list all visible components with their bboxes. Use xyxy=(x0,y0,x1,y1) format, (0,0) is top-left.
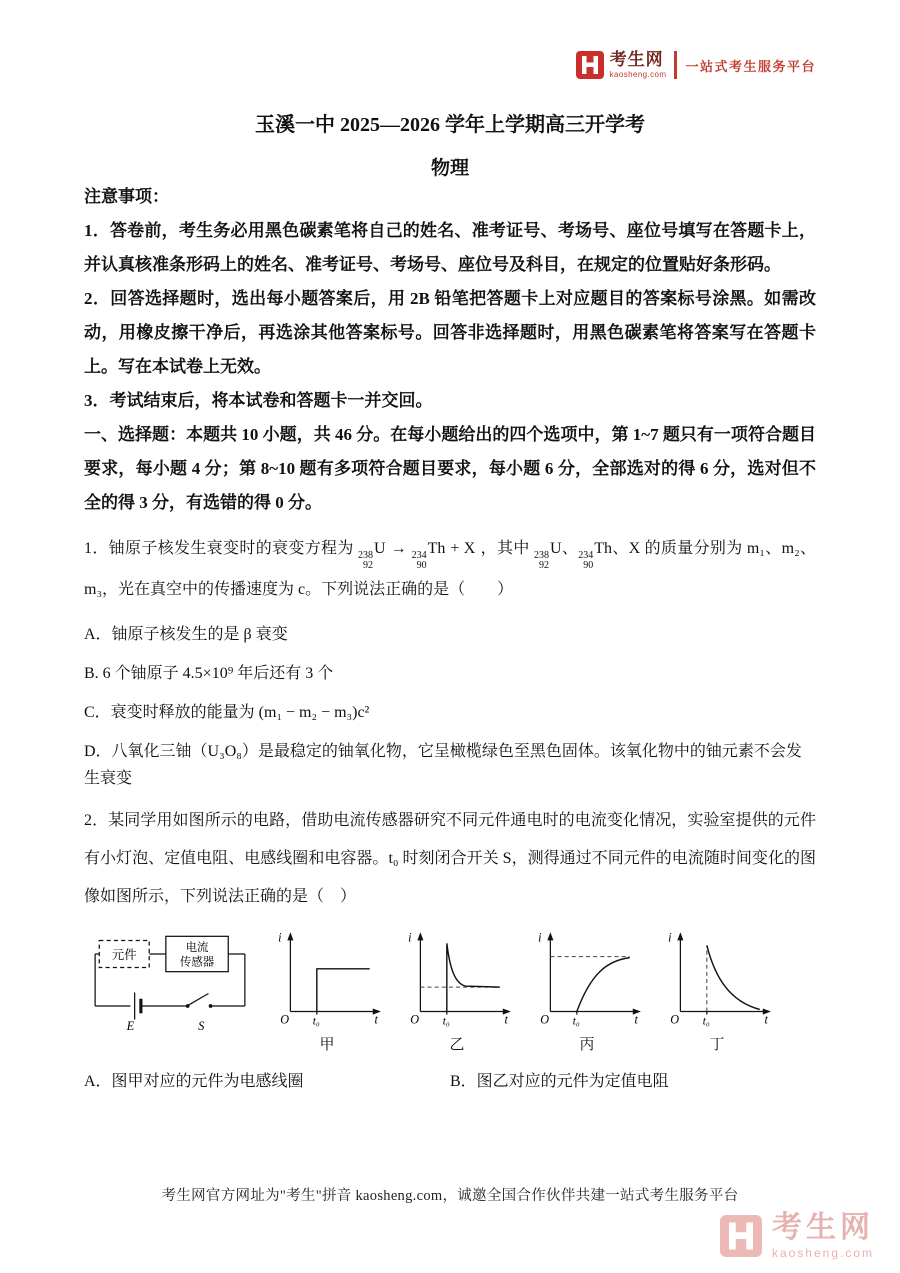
axes xyxy=(550,937,635,1014)
u-mass-number: 238 xyxy=(534,550,549,561)
brand-name: 考生网 xyxy=(609,50,664,69)
q2-option-a: A．图甲对应的元件为电感线圈 xyxy=(84,1073,304,1090)
brand-name-block xyxy=(610,51,667,79)
graph-jia-caption: 甲 xyxy=(319,1037,335,1053)
circuit-svg xyxy=(84,928,256,1032)
th-symbol: Th xyxy=(594,540,613,557)
q1-tail: 、X 的质量分别为 m₁、m₂、m₃，光在真空中的传播速度为 c。下列说法正确的是（ ） xyxy=(84,540,816,598)
y-axis-label: i xyxy=(278,930,282,945)
sensor-label-line2: 传感器 xyxy=(179,956,215,969)
battery-symbol xyxy=(135,992,141,1019)
component-label: 元件 xyxy=(111,948,137,963)
q2-options-row xyxy=(84,1068,816,1091)
axes xyxy=(420,937,505,1014)
t0-label: t₀ xyxy=(312,1015,320,1028)
t0-label: t₀ xyxy=(442,1015,450,1028)
battery-label: E xyxy=(126,1018,135,1032)
question-1 xyxy=(84,530,816,609)
y-axis-label: i xyxy=(408,930,412,945)
notice-heading: 注意事项： xyxy=(84,187,169,206)
t0-label: t₀ xyxy=(702,1015,710,1028)
graph-jia-svg xyxy=(268,928,386,1032)
nuclide-th234-again xyxy=(578,540,613,571)
watermark-text-block xyxy=(772,1213,874,1259)
y-axis-label: i xyxy=(538,930,542,945)
watermark-brand-domain: kaosheng.com xyxy=(771,1246,874,1260)
q1-option-b: B. 6 个铀原子 4.5×10⁹ 年后还有 3 个 xyxy=(84,665,334,682)
nuclide-u238-again xyxy=(534,540,562,571)
exam-subject: 物理 xyxy=(430,158,469,179)
switch-label: S xyxy=(198,1018,205,1032)
x-axis-label: t xyxy=(634,1012,638,1027)
plus-x: + X xyxy=(450,540,476,557)
x-axis-label: t xyxy=(764,1012,768,1027)
y-arrow xyxy=(547,932,553,940)
q1-option-c: C．衰变时释放的能量为 (m₁ − m₂ − m₃)c² xyxy=(84,704,370,721)
graph-ding-caption: 丁 xyxy=(709,1037,725,1053)
y-arrow xyxy=(417,932,423,940)
section-heading: 一、选择题：本题共 10 小题，共 46 分。在每小题给出的四个选项中，第 1~7 题只有一项符合题目要求，每小题 4 分；第 8~10 题有多项符合题目要求，每小题 6 分，全部选对的得 6 分，选对但不全的得 3 分，有选错的得 0 分。 xyxy=(84,425,816,512)
graph-ding xyxy=(658,928,776,1054)
brand-watermark xyxy=(720,1213,874,1259)
question-2-figures xyxy=(84,928,816,1054)
kaosheng-watermark-icon xyxy=(720,1215,762,1257)
curve-spike-settle xyxy=(447,943,500,1011)
decay-arrow: → xyxy=(390,540,407,557)
q1-lead: 1．铀原子核发生衰变时的衰变方程为 xyxy=(84,540,359,557)
curve-decay xyxy=(707,945,760,1009)
th-atomic-number: 90 xyxy=(416,560,427,571)
u-atomic-number: 92 xyxy=(363,560,374,571)
th-symbol: Th xyxy=(427,540,446,557)
curve-rise xyxy=(577,958,630,1012)
y-axis-label: i xyxy=(668,930,672,945)
x-axis-label: t xyxy=(504,1012,508,1027)
y-arrow xyxy=(287,932,293,940)
brand-divider xyxy=(674,51,677,79)
origin-label: O xyxy=(410,1012,420,1027)
page-footer: 考生网官方网址为"考生"拼音 kaosheng.com，诚邀全国合作伙伴共建一站式考生服务平台 xyxy=(161,1188,739,1204)
brand-domain: kaosheng.com xyxy=(609,70,667,79)
graph-yi-svg xyxy=(398,928,516,1032)
q1-option-d: D．八氧化三铀（U₃O₈）是最稳定的铀氧化物，它呈橄榄绿色至黑色固体。该氧化物中的铀元素不会发生衰变 xyxy=(84,743,802,787)
brand-header xyxy=(84,44,816,86)
graph-jia xyxy=(268,928,386,1054)
u-mass-number: 238 xyxy=(358,550,374,561)
watermark-brand-name: 考生网 xyxy=(771,1211,874,1244)
th-mass-number: 234 xyxy=(411,550,427,561)
kaosheng-logo-icon xyxy=(576,51,604,79)
graph-yi-caption: 乙 xyxy=(449,1037,465,1053)
notice-item-3: 3．考试结束后，将本试卷和答题卡一并交回。 xyxy=(84,391,433,410)
brand-tagline: 一站式考生服务平台 xyxy=(685,58,816,74)
t0-label: t₀ xyxy=(572,1015,580,1028)
q1-mid: ，其中 xyxy=(480,540,534,557)
graph-ding-svg xyxy=(658,928,776,1032)
graph-bing-caption: 丙 xyxy=(579,1037,595,1053)
nuclide-u238 xyxy=(358,540,386,571)
circuit-diagram xyxy=(84,928,256,1033)
origin-label: O xyxy=(540,1012,550,1027)
exam-title: 玉溪一中 2025—2026 学年上学期高三开学考 xyxy=(255,114,645,136)
q1-option-a: A．铀原子核发生的是 β 衰变 xyxy=(84,626,288,643)
nuclide-th234 xyxy=(411,540,446,571)
question-2: 2．某同学用如图所示的电路，借助电流传感器研究不同元件通电时的电流变化情况，实验室提供的元件有小灯泡、定值电阻、电感线圈和电容器。t₀ 时刻闭合开关 S，测得通过不同元件的电流随时间变化的图像如图所示，下列说法正确的是（ ） xyxy=(84,812,816,905)
switch-symbol xyxy=(186,994,213,1008)
separator: 、 xyxy=(561,540,579,557)
x-axis-label: t xyxy=(374,1012,378,1027)
curve-step xyxy=(317,969,370,1012)
notice-item-1: 1．答卷前，考生务必用黑色碳素笔将自己的姓名、准考证号、考场号、座位号填写在答题卡上，并认真核准条形码上的姓名、准考证号、考场号、座位号及科目，在规定的位置贴好条形码。 xyxy=(84,221,816,274)
origin-label: O xyxy=(670,1012,680,1027)
graph-bing xyxy=(528,928,646,1054)
u-symbol: U xyxy=(374,540,386,557)
u-atomic-number: 92 xyxy=(539,560,549,571)
sensor-label-line1: 电流 xyxy=(185,941,209,954)
y-arrow xyxy=(677,932,683,940)
th-atomic-number: 90 xyxy=(583,560,594,571)
axes xyxy=(680,937,765,1014)
origin-label: O xyxy=(280,1012,290,1027)
q2-option-b: B．图乙对应的元件为定值电阻 xyxy=(450,1073,669,1090)
graph-yi xyxy=(398,928,516,1054)
axes xyxy=(290,937,375,1014)
u-symbol: U xyxy=(550,540,562,557)
notice-item-2: 2．回答选择题时，选出每小题答案后，用 2B 铅笔把答题卡上对应题目的答案标号涂黑。如需改动，用橡皮擦干净后，再选涂其他答案标号。回答非选择题时，用黑色碳素笔将答案写在答题卡上。写在本试卷上无效。 xyxy=(84,289,816,376)
th-mass-number: 234 xyxy=(578,550,594,561)
graph-bing-svg xyxy=(528,928,646,1032)
